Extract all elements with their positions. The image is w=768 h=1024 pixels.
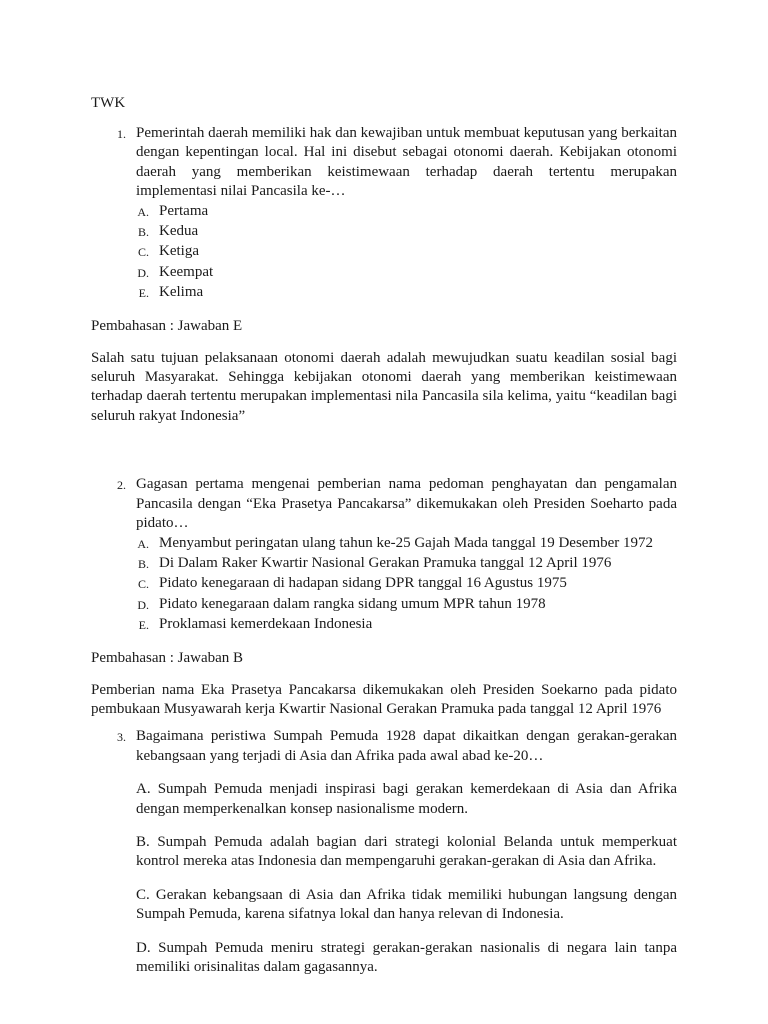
option-letter: A. bbox=[137, 204, 149, 219]
question-2 bbox=[91, 475, 677, 533]
option-letter: D. bbox=[137, 265, 149, 280]
option-a: A. Sumpah Pemuda menjadi inspirasi bagi gerakan kemerdekaan di Asia dan Afrika dengan memperkenalkan konsep nasionalisme modern. bbox=[136, 781, 677, 817]
option-text: Ketiga bbox=[159, 243, 199, 260]
option-letter: C. bbox=[137, 245, 149, 260]
document-page bbox=[91, 86, 677, 977]
option-letter: B. bbox=[137, 225, 149, 240]
option-a bbox=[91, 202, 677, 222]
option-text: Kedua bbox=[159, 223, 199, 240]
explanation-text: Salah satu tujuan pelaksanaan otonomi daerah adalah mewujudkan suatu keadilan sosial bagi seluruh Masyarakat. Sehingga kebijakan otonomi daerah yang memberikan keistimewaan terhadap daerah tertentu merupakan implementasi nila Pancasila sila kelima, yaitu “keadilan bagi seluruh rakyat Indonesia” bbox=[91, 349, 677, 424]
option-b: B. Sumpah Pemuda adalah bagian dari strategi kolonial Belanda untuk memperkuat kontrol mereka atas Indonesia dan mempengaruhi gerakan-gerakan di Asia dan Afrika. bbox=[136, 833, 677, 870]
section-heading: TWK bbox=[91, 95, 126, 111]
option-letter: E. bbox=[138, 618, 149, 633]
question-text: Gagasan pertama mengenai pemberian nama pedoman penghayatan dan pengamalan Pancasila dengan “Eka Prasetya Pancakarsa” dikemukakan oleh Presiden Soeharto pada pidato… bbox=[136, 476, 677, 532]
question-text: Pemerintah daerah memiliki hak dan kewajiban untuk membuat keputusan yang berkaitan dengan kepentingan local. Hal ini disebut sebagai otonomi daerah. Kebijakan otonomi daerah yang memberikan keistimewaan terhadap daerah tertentu merupakan implementasi nilai Pancasila ke-… bbox=[136, 125, 677, 200]
question-3 bbox=[91, 727, 677, 766]
question-number: 3. bbox=[117, 730, 126, 745]
option-letter: C. bbox=[137, 577, 149, 592]
option-b bbox=[91, 554, 677, 574]
option-letter: D. bbox=[137, 597, 149, 612]
option-text: Pidato kenegaraan dalam rangka sidang umum MPR tahun 1978 bbox=[159, 595, 546, 612]
option-d: D. Sumpah Pemuda meniru strategi gerakan-gerakan nasionalis di negara lain tanpa memiliki orisinalitas dalam gagasannya. bbox=[136, 939, 677, 975]
question-number: 2. bbox=[117, 478, 126, 493]
option-list bbox=[91, 534, 677, 636]
option-text: Kelima bbox=[159, 284, 204, 301]
option-d bbox=[91, 263, 677, 283]
option-c bbox=[91, 242, 677, 262]
option-a bbox=[91, 534, 677, 554]
option-e bbox=[91, 283, 677, 303]
question-1 bbox=[91, 124, 677, 202]
question-number: 1. bbox=[117, 127, 126, 141]
option-text: Pidato kenegaraan di hadapan sidang DPR tanggal 16 Agustus 1975 bbox=[159, 575, 567, 592]
option-text: Proklamasi kemerdekaan Indonesia bbox=[159, 616, 373, 633]
explanation-text: Pemberian nama Eka Prasetya Pancakarsa dikemukakan oleh Presiden Soekarno pada pidato pembukaan Musyawarah kerja Kwartir Nasional Gerakan Pramuka pada tanggal 12 April 1976 bbox=[91, 681, 677, 717]
option-text: Menyambut peringatan ulang tahun ke-25 Gajah Mada tanggal 19 Desember 1972 bbox=[159, 534, 654, 551]
option-text: Keempat bbox=[159, 263, 214, 280]
option-d bbox=[91, 595, 677, 615]
option-text: Di Dalam Raker Kwartir Nasional Gerakan Pramuka tanggal 12 April 1976 bbox=[159, 554, 612, 571]
option-letter: E. bbox=[138, 286, 149, 301]
option-e bbox=[91, 615, 677, 635]
option-b bbox=[91, 222, 677, 242]
option-c bbox=[91, 574, 677, 594]
option-list bbox=[91, 202, 677, 304]
answer-label: Pembahasan : Jawaban B bbox=[91, 649, 244, 666]
option-c: C. Gerakan kebangsaan di Asia dan Afrika tidak memiliki hubungan langsung dengan Sumpah Pemuda, karena sifatnya lokal dan hanya relevan di Indonesia. bbox=[136, 886, 677, 923]
answer-label: Pembahasan : Jawaban E bbox=[91, 317, 243, 334]
option-letter: B. bbox=[137, 556, 149, 571]
option-text: Pertama bbox=[159, 202, 209, 219]
question-text: Bagaimana peristiwa Sumpah Pemuda 1928 dapat dikaitkan dengan gerakan-gerakan kebangsaan yang terjadi di Asia dan Afrika pada awal abad ke-20… bbox=[136, 728, 677, 764]
option-letter: A. bbox=[137, 536, 149, 551]
